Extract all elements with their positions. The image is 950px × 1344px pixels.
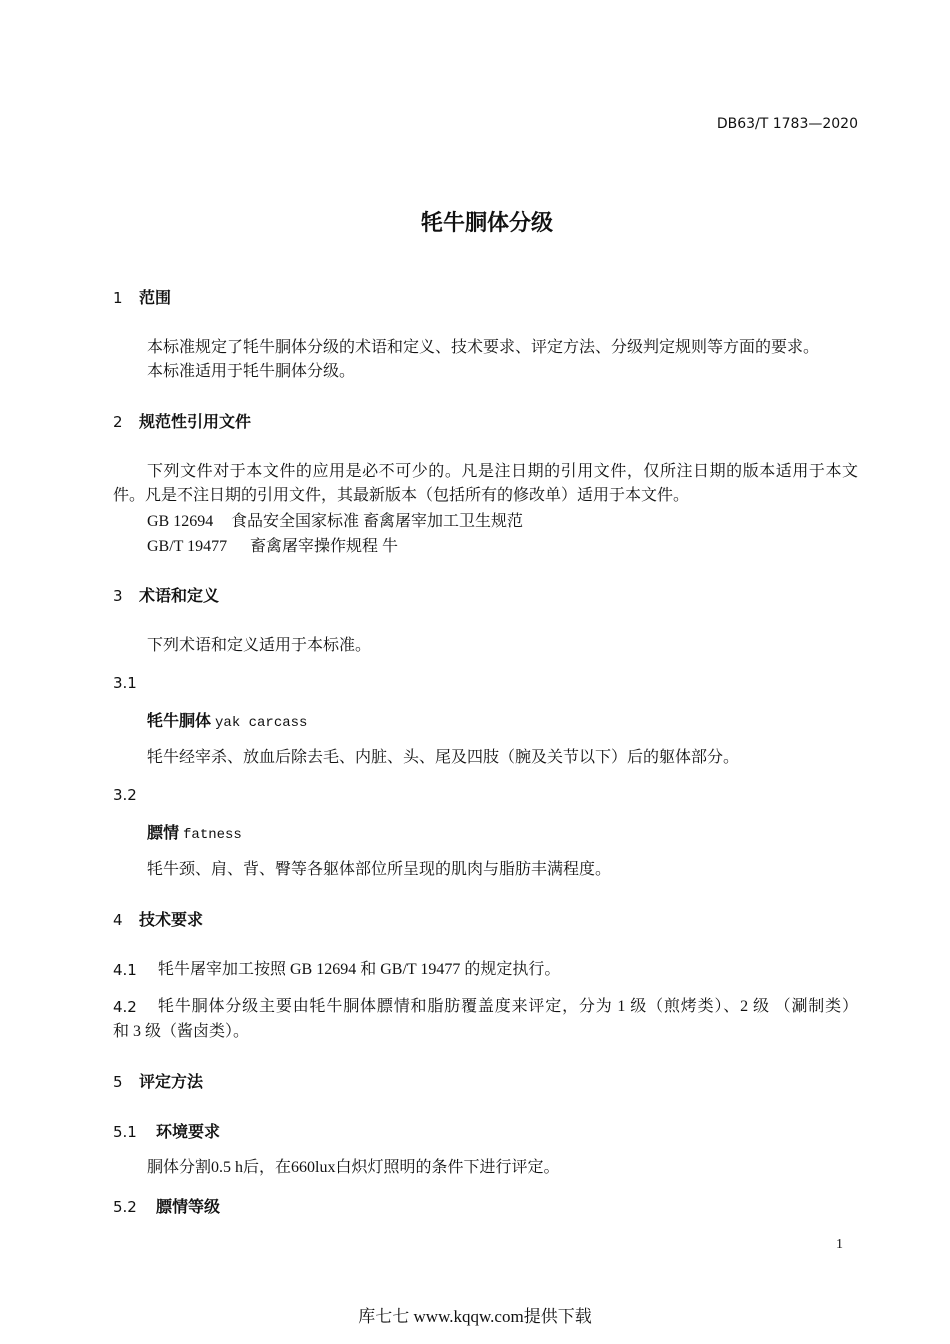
section-2-paragraph-line-1: 下列文件对于本文件的应用是必不可少的。凡是注日期的引用文件，仅所注日期的版本适用于本文 xyxy=(147,463,858,480)
section-3-number: 3 xyxy=(113,587,123,605)
section-1-number: 1 xyxy=(113,289,123,307)
download-footer: 库七七 www.kqqw.com提供下载 xyxy=(358,1307,592,1326)
term-heading xyxy=(147,823,242,845)
term-definition: 牦牛经宰杀、放血后除去毛、内脏、头、尾及四肢（腕及关节以下）后的躯体部分。 xyxy=(147,749,740,766)
section-4-number: 4 xyxy=(113,911,123,929)
term-chinese: 膘情 xyxy=(147,823,180,842)
section-5-heading: 评定方法 xyxy=(139,1072,204,1091)
section-5-number: 5 xyxy=(113,1073,123,1091)
term-heading xyxy=(147,711,307,733)
term-english: fatness xyxy=(183,827,242,843)
section-2-number: 2 xyxy=(113,413,123,431)
section-3-heading: 术语和定义 xyxy=(139,586,220,605)
subsection-heading: 环境要求 xyxy=(156,1122,221,1141)
subsection-number: 5.1 xyxy=(113,1123,137,1141)
section-2-paragraph-line-2: 件。凡是不注日期的引用文件，其最新版本（包括所有的修改单）适用于本文件。 xyxy=(113,487,690,504)
page-title: 牦牛胴体分级 xyxy=(420,211,553,236)
term-chinese: 牦牛胴体 xyxy=(147,711,212,730)
clause-text-line-1: 牦牛胴体分级主要由牦牛胴体膘情和脂肪覆盖度来评定，分为 1 级（煎烤类）、2 级 （涮制类） xyxy=(158,998,858,1015)
clause-number: 4.1 xyxy=(113,961,137,979)
section-1-heading: 范围 xyxy=(139,288,172,307)
term-number: 3.1 xyxy=(113,674,137,692)
subsection-number: 5.2 xyxy=(113,1198,137,1216)
section-1-paragraph-1: 本标准规定了牦牛胴体分级的术语和定义、技术要求、评定方法、分级判定规则等方面的要求。 xyxy=(147,339,820,356)
term-number: 3.2 xyxy=(113,786,137,804)
section-4-heading: 技术要求 xyxy=(139,910,204,929)
document-code: DB63/T 1783—2020 xyxy=(716,116,858,132)
term-english: yak carcass xyxy=(215,715,308,731)
section-3-intro: 下列术语和定义适用于本标准。 xyxy=(147,637,372,654)
clause-number: 4.2 xyxy=(113,998,137,1016)
reference-code: GB/T 19477 xyxy=(147,538,228,555)
subsection-heading: 膘情等级 xyxy=(156,1197,221,1216)
term-definition: 牦牛颈、肩、背、臀等各躯体部位所呈现的肌肉与脂肪丰满程度。 xyxy=(147,861,612,878)
subsection-text: 胴体分割0.5 h后，在660lux白炽灯照明的条件下进行评定。 xyxy=(147,1159,560,1176)
section-2-heading: 规范性引用文件 xyxy=(139,412,252,431)
reference-code: GB 12694 xyxy=(147,513,214,530)
section-1-paragraph-2: 本标准适用于牦牛胴体分级。 xyxy=(147,363,356,380)
reference-title: 食品安全国家标准 畜禽屠宰加工卫生规范 xyxy=(231,513,524,530)
clause-text-line-2: 和 3 级（酱卤类）。 xyxy=(113,1023,250,1040)
clause-text: 牦牛屠宰加工按照 GB 12694 和 GB/T 19477 的规定执行。 xyxy=(158,961,561,978)
page-number: 1 xyxy=(836,1237,843,1252)
reference-title: 畜禽屠宰操作规程 牛 xyxy=(250,538,399,555)
